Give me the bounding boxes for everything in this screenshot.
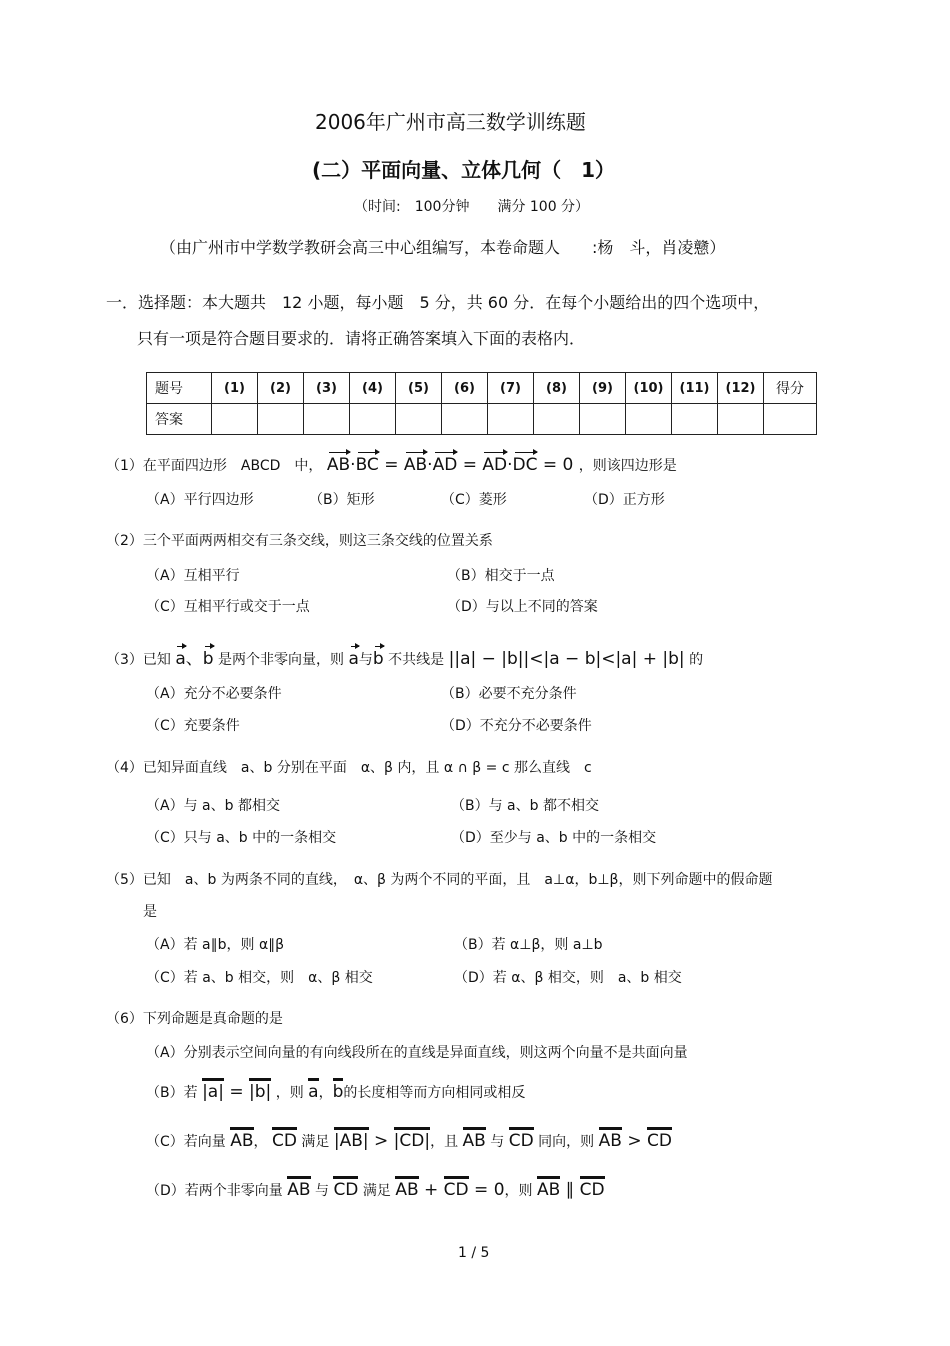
q5-stem-cont: 是: [143, 904, 157, 920]
q1-option-b[interactable]: （B）矩形: [309, 492, 375, 508]
answer-cell-12[interactable]: [718, 404, 764, 435]
table-column-3: (3): [304, 373, 350, 404]
table-column-12: (12): [718, 373, 764, 404]
q5-option-d[interactable]: （D）若 α、β 相交，则 a、b 相交: [454, 970, 682, 986]
q3-option-d[interactable]: （D）不充分不必要条件: [441, 718, 592, 734]
q6-option-d[interactable]: [146, 1180, 605, 1200]
q1-option-d[interactable]: （D）正方形: [584, 492, 665, 508]
q2-stem: （2）三个平面两两相交有三条交线，则这三条交线的位置关系: [106, 533, 493, 549]
dot-op: ·: [350, 455, 356, 475]
q6d-text: 与: [314, 1183, 329, 1199]
separator: ，: [318, 1085, 333, 1101]
table-header-label: 题号: [147, 373, 212, 404]
equals: =: [384, 455, 399, 475]
greater-than: >: [627, 1131, 642, 1151]
table-column-11: (11): [672, 373, 718, 404]
equals-zero: = 0: [474, 1180, 505, 1200]
answer-cell-6[interactable]: [442, 404, 488, 435]
authors-line: （由广州市中学数学教研会高三中心组编写，本卷命题人 :杨 斗，肖凌戆）: [160, 238, 726, 257]
answer-table: [146, 372, 817, 435]
vector-ab: AB: [536, 1180, 561, 1200]
q6c-text: 同向，则: [538, 1134, 595, 1150]
parallel: ∥: [565, 1180, 575, 1200]
q1-stem-end: ，则该四边形是: [578, 458, 677, 474]
vector-a: a: [175, 649, 186, 669]
abs-vector-b: |b|: [249, 1082, 272, 1102]
q6d-text: 满足: [362, 1183, 391, 1199]
q2-option-d[interactable]: （D）与以上不同的答案: [447, 599, 598, 615]
q6-stem: （6）下列命题是真命题的是: [106, 1011, 283, 1027]
q6c-text: 与: [490, 1134, 505, 1150]
q4-option-d[interactable]: （D）至少与 a、b 中的一条相交: [451, 830, 657, 846]
q6c-text: 满足: [301, 1134, 330, 1150]
table-column-2: (2): [258, 373, 304, 404]
page-subtitle: (二）平面向量、立体几何（ 1）: [312, 158, 616, 182]
q5-option-c[interactable]: （C）若 a、b 相交，则 α、β 相交: [146, 970, 373, 986]
separator: ，: [253, 1134, 268, 1150]
table-column-5: (5): [396, 373, 442, 404]
answer-cell-1[interactable]: [212, 404, 258, 435]
answer-cell-11[interactable]: [672, 404, 718, 435]
vector-a: a: [348, 649, 359, 669]
table-column-6: (6): [442, 373, 488, 404]
dot-op: ·: [507, 455, 513, 475]
vector-a: a: [308, 1082, 319, 1102]
equals: =: [229, 1082, 244, 1102]
table-score-label: 得分: [764, 373, 817, 404]
separator: 、: [185, 649, 203, 669]
vector-ab: AB: [326, 455, 351, 475]
table-column-1: (1): [212, 373, 258, 404]
q6b-text: 的长度相等而方向相同或相反: [343, 1085, 526, 1101]
vector-dc: DC: [512, 455, 538, 475]
vector-cd: CD: [646, 1131, 672, 1151]
answer-cell-3[interactable]: [304, 404, 350, 435]
q4-option-c[interactable]: （C）只与 a、b 中的一条相交: [146, 830, 337, 846]
vector-cd: CD: [443, 1180, 469, 1200]
q3-text: 是两个非零向量，则: [218, 652, 345, 668]
q1-stem-text: （1）在平面四边形 ABCD 中，: [106, 458, 323, 474]
table-column-4: (4): [350, 373, 396, 404]
plus: +: [424, 1180, 439, 1200]
table-column-7: (7): [488, 373, 534, 404]
table-column-9: (9): [580, 373, 626, 404]
q6c-text: ，且: [430, 1134, 459, 1150]
vector-ab: AB: [598, 1131, 622, 1151]
q3-stem: [106, 644, 703, 669]
answer-cell-8[interactable]: [534, 404, 580, 435]
q1-option-c[interactable]: （C）菱形: [441, 492, 507, 508]
vector-cd: CD: [508, 1131, 534, 1151]
q3-text: 的: [689, 652, 704, 668]
q5-option-a[interactable]: （A）若 a∥b，则 α∥β: [146, 937, 285, 953]
table-row: [147, 404, 817, 435]
answer-cell-2[interactable]: [258, 404, 304, 435]
q1-stem: [106, 455, 677, 475]
q6d-text: ，则: [504, 1183, 533, 1199]
q4-option-a[interactable]: （A）与 a、b 都相交: [146, 798, 280, 814]
vector-b: b: [202, 649, 214, 669]
table-column-10: (10): [626, 373, 672, 404]
q6-option-b[interactable]: [146, 1082, 525, 1102]
page-number: 1 / 5: [458, 1245, 490, 1261]
q1-option-a[interactable]: （A）平行四边形: [146, 492, 254, 508]
answer-cell-9[interactable]: [580, 404, 626, 435]
q2-option-b[interactable]: （B）相交于一点: [447, 568, 555, 584]
answer-cell-5[interactable]: [396, 404, 442, 435]
q6-option-c[interactable]: [146, 1131, 672, 1151]
abs-vector-cd: |CD|: [393, 1131, 431, 1151]
q1-formula: [327, 455, 579, 475]
q5-stem: （5）已知 a、b 为两条不同的直线， α、β 为两个不同的平面，且 a⊥α，b⊥β，则下列命题中的假命题: [106, 872, 773, 888]
vector-ab: AB: [230, 1131, 254, 1151]
table-answer-label: 答案: [147, 404, 212, 435]
vector-b: b: [332, 1082, 344, 1102]
q3-option-c[interactable]: （C）充要条件: [146, 718, 240, 734]
q6b-text: ，则: [275, 1085, 304, 1101]
answer-cell-4[interactable]: [350, 404, 396, 435]
vector-ad: AD: [432, 455, 458, 475]
vector-b: b: [372, 649, 384, 669]
equals-zero: = 0: [542, 455, 574, 475]
vector-bc: BC: [355, 455, 379, 475]
q5-option-b[interactable]: （B）若 α⊥β，则 a⊥b: [454, 937, 603, 953]
q3-text: 不共线是: [388, 652, 445, 668]
section-instructions-line2: 只有一项是符合题目要求的．请将正确答案填入下面的表格内．: [137, 329, 586, 348]
greater-than: >: [374, 1131, 389, 1151]
q2-option-c[interactable]: （C）互相平行或交于一点: [146, 599, 310, 615]
answer-cell-10[interactable]: [626, 404, 672, 435]
dot-op: ·: [427, 455, 433, 475]
page-title: 2006年广州市高三数学训练题: [315, 110, 586, 134]
q3-formula: ||a| − |b||<|a − b|<|a| + |b|: [448, 649, 685, 669]
vector-cd: CD: [579, 1180, 605, 1200]
vector-ad: AD: [482, 455, 508, 475]
q6-option-a[interactable]: （A）分别表示空间向量的有向线段所在的直线是异面直线，则这两个向量不是共面向量: [146, 1045, 688, 1061]
table-row: [147, 373, 817, 404]
vector-ab: AB: [462, 1131, 486, 1151]
q3-option-b[interactable]: （B）必要不充分条件: [441, 686, 577, 702]
q2-option-a[interactable]: （A）互相平行: [146, 568, 240, 584]
equals: =: [462, 455, 477, 475]
abs-vector-ab: |AB|: [333, 1131, 369, 1151]
q6d-text: （D）若两个非零向量: [146, 1183, 283, 1199]
q4-option-b[interactable]: （B）与 a、b 都不相交: [451, 798, 599, 814]
answer-cell-7[interactable]: [488, 404, 534, 435]
time-info: （时间: 100分钟 满分 100 分）: [354, 199, 590, 215]
q3-option-a[interactable]: （A）充分不必要条件: [146, 686, 282, 702]
vector-cd: CD: [333, 1180, 359, 1200]
vector-ab: AB: [287, 1180, 311, 1200]
q3-text: （3）已知: [106, 652, 171, 668]
section-instructions-line1: 一．选择题：本大题共 12 小题，每小题 5 分，共 60 分．在每个小题给出的四个选项中，: [106, 293, 770, 312]
vector-ab: AB: [395, 1180, 419, 1200]
q6b-text: （B）若: [146, 1085, 198, 1101]
abs-vector-a: |a|: [202, 1082, 224, 1102]
vector-ab: AB: [403, 455, 428, 475]
q3-text: 与: [358, 652, 373, 668]
q4-stem: （4）已知异面直线 a、b 分别在平面 α、β 内，且 α ∩ β = c 那么直线 c: [106, 760, 592, 776]
q6c-text: （C）若向量: [146, 1134, 226, 1150]
score-cell[interactable]: [764, 404, 817, 435]
vector-cd: CD: [271, 1131, 297, 1151]
table-column-8: (8): [534, 373, 580, 404]
